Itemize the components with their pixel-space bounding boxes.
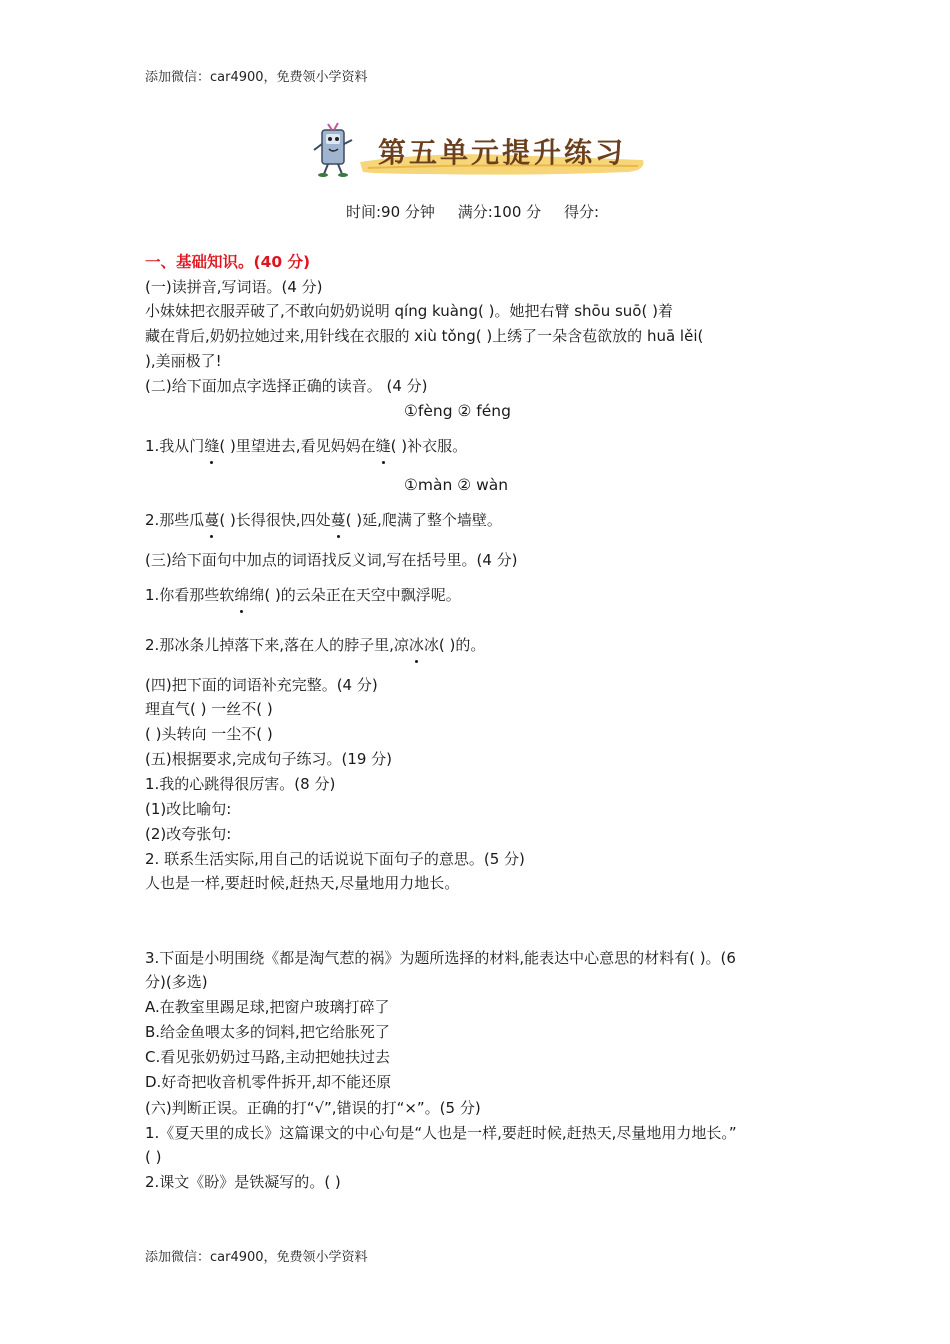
- part1-title: (一)读拼音,写词语。(4 分): [145, 278, 323, 296]
- q-text: 2.那冰条儿掉落下来,落在人的脖子里,: [145, 636, 394, 654]
- choice-a: A.在教室里踢足球,把窗户玻璃打碎了: [145, 998, 390, 1016]
- part2-question-1: [145, 434, 467, 459]
- part6-question-1-blank: ( ): [145, 1148, 162, 1166]
- exam-total-score: 满分:100 分: [457, 203, 542, 221]
- part6-question-2: 2.课文《盼》是铁凝写的。( ): [145, 1173, 341, 1191]
- part2-options-1: ①fèng ② féng: [404, 402, 511, 420]
- part5-q2-quote: 人也是一样,要赶时候,赶热天,尽量地用力地长。: [145, 874, 460, 892]
- dotted-char: 缝: [375, 437, 391, 455]
- part5-question-2: 2. 联系生活实际,用自己的话说说下面句子的意思。(5 分): [145, 850, 525, 868]
- dotted-word: 凉冰冰: [393, 636, 439, 654]
- section-heading: 一、基础知识。(40 分): [145, 253, 311, 271]
- exam-time: 时间:90 分钟: [346, 203, 435, 221]
- part6-title: (六)判断正误。正确的打“√”,错误的打“×”。(5 分): [145, 1099, 481, 1117]
- header-note: 添加微信：car4900，免费领小学资料: [145, 70, 368, 85]
- q-text: ( )的云朵正在天空中飘浮呢。: [264, 586, 461, 604]
- part2-title: (二)给下面加点字选择正确的读音。 (4 分): [145, 377, 428, 395]
- dotted-word: 软绵绵: [219, 586, 265, 604]
- choice-c: C.看见张奶奶过马路,主动把她扶过去: [145, 1048, 391, 1066]
- part1-line-3: ),美丽极了!: [145, 352, 222, 370]
- dotted-char: 蔓: [204, 511, 220, 529]
- q-text: ( )里望进去,看见妈妈在: [219, 437, 376, 455]
- part1-line-1: 小妹妹把衣服弄破了,不敢向奶奶说明 qíng kuàng( )。她把右臂 shōu suō( )着: [145, 302, 673, 320]
- choice-d: D.好奇把收音机零件拆开,却不能还原: [145, 1073, 392, 1091]
- part5-question-3-cont: 分)(多选): [145, 973, 208, 991]
- footer-note: 添加微信：car4900，免费领小学资料: [145, 1250, 368, 1265]
- part4-line-2: ( )头转向 一尘不( ): [145, 725, 273, 743]
- part1-line-2: 藏在背后,奶奶拉她过来,用针线在衣服的 xiù tǒng( )上绣了一朵含苞欲放的 huā lěi(: [145, 327, 704, 345]
- part3-title: (三)给下面句中加点的词语找反义词,写在括号里。(4 分): [145, 551, 518, 569]
- part2-options-2: ①màn ② wàn: [404, 476, 509, 494]
- q-text: 2.那些瓜: [145, 511, 205, 529]
- choice-b: B.给金鱼喂太多的饲料,把它给胀死了: [145, 1023, 390, 1041]
- part4-line-1: 理直气( ) 一丝不( ): [145, 700, 273, 718]
- q-text: ( )延,爬满了整个墙壁。: [345, 511, 502, 529]
- part4-title: (四)把下面的词语补充完整。(4 分): [145, 676, 378, 694]
- q-text: 1.你看那些: [145, 586, 220, 604]
- dotted-char: 蔓: [330, 511, 346, 529]
- part5-title: (五)根据要求,完成句子练习。(19 分): [145, 750, 393, 768]
- exam-meta: [346, 201, 617, 222]
- part5-q1-sub-2: (2)改夸张句:: [145, 825, 232, 843]
- part2-question-2: [145, 508, 502, 533]
- part3-question-2: [145, 633, 485, 658]
- part5-question-1: 1.我的心跳得很厉害。(8 分): [145, 775, 336, 793]
- page-title: 第五单元提升练习: [378, 136, 627, 169]
- dotted-char: 缝: [204, 437, 220, 455]
- part5-q1-sub-1: (1)改比喻句:: [145, 800, 232, 818]
- q-text: ( )长得很快,四处: [219, 511, 331, 529]
- book-mascot-icon: [314, 123, 352, 177]
- exam-score-field: 得分:: [563, 203, 599, 221]
- q-text: 1.我从门: [145, 437, 205, 455]
- q-text: ( )补衣服。: [390, 437, 468, 455]
- q-text: ( )的。: [438, 636, 486, 654]
- part6-question-1: 1.《夏天里的成长》这篇课文的中心句是“人也是一样,要赶时候,赶热天,尽量地用力地长。”: [145, 1124, 737, 1142]
- part3-question-1: [145, 583, 461, 608]
- part5-question-3: 3.下面是小明围绕《都是淘气惹的祸》为题所选择的材料,能表达中心意思的材料有( )。(6: [145, 949, 736, 967]
